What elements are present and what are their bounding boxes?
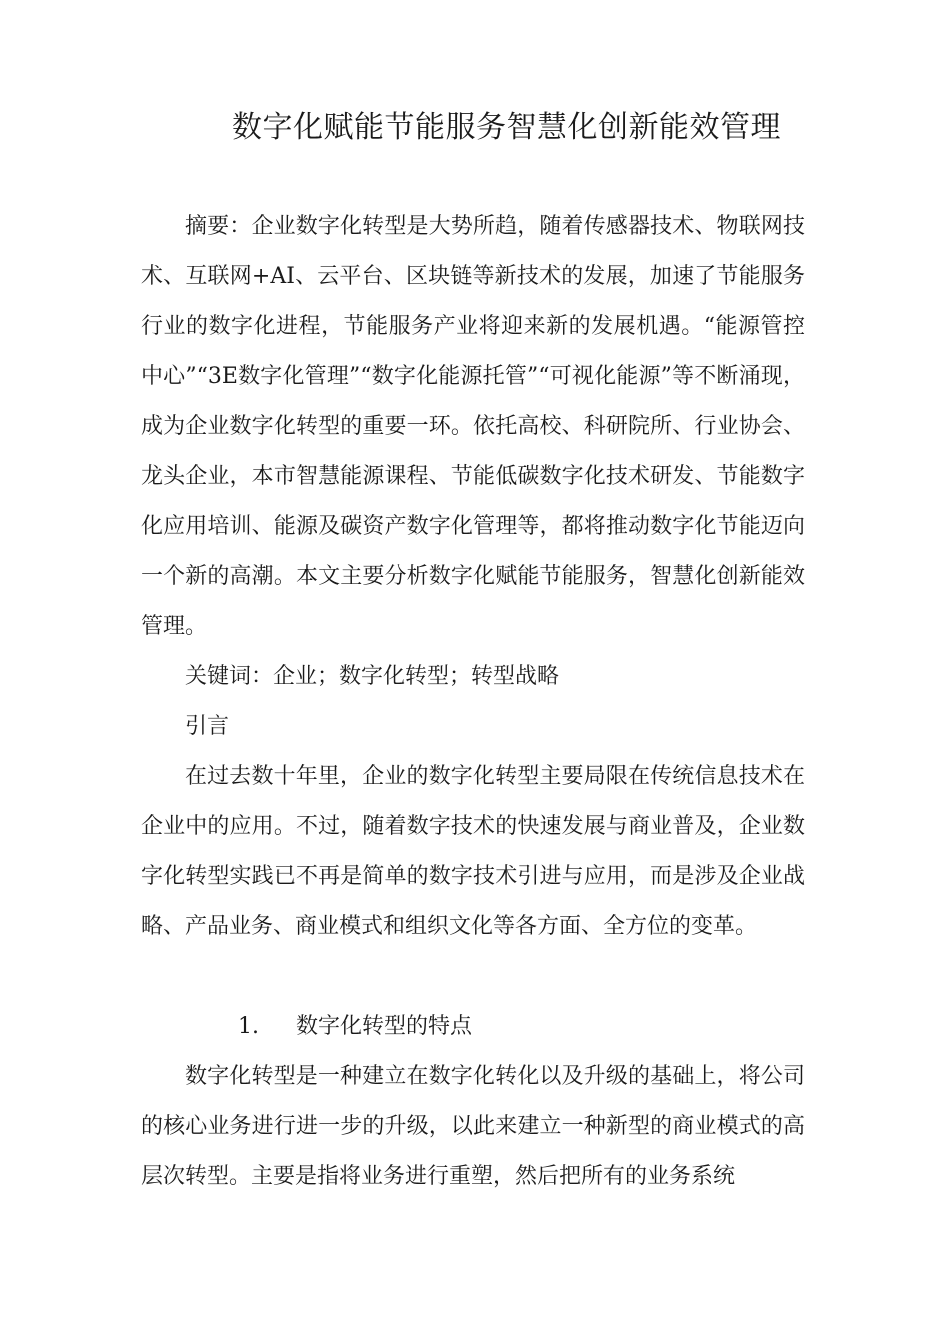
- section-1-number: 1.: [238, 1014, 259, 1039]
- document-title: 数字化赋能节能服务智慧化创新能效管理: [232, 110, 781, 145]
- intro-heading: 引言: [185, 714, 230, 739]
- keywords-line: 关键词：企业；数字化转型；转型战略: [185, 664, 560, 689]
- section-1-title: 数字化转型的特点: [296, 1014, 473, 1039]
- section-1-heading: [238, 1002, 472, 1052]
- section-1-paragraph: 数字化转型是一种建立在数字化转化以及升级的基础上，将公司的核心业务进行进一步的升级，以此来建立一种新型的商业模式的高层次转型。主要是指将业务进行重塑，然后把所有的业务系统: [141, 1064, 805, 1189]
- abstract-paragraph: 摘要：企业数字化转型是大势所趋，随着传感器技术、物联网技术、互联网+AI、云平台、区块链等新技术的发展，加速了节能服务行业的数字化进程，节能服务产业将迎来新的发展机遇。“能源管控中心”“3E数字化管理”“数字化能源托管”“可视化能源”等不断涌现，成为企业数字化转型的重要一环。依托高校、科研院所、行业协会、龙头企业，本市智慧能源课程、节能低碳数字化技术研发、节能数字化应用培训、能源及碳资产数字化管理等，都将推动数字化节能迈向一个新的高潮。本文主要分析数字化赋能节能服务，智慧化创新能效管理。: [141, 214, 805, 639]
- intro-paragraph: 在过去数十年里，企业的数字化转型主要局限在传统信息技术在企业中的应用。不过，随着数字技术的快速发展与商业普及，企业数字化转型实践已不再是简单的数字技术引进与应用，而是涉及企业战略、产品业务、商业模式和组织文化等各方面、全方位的变革。: [141, 764, 805, 939]
